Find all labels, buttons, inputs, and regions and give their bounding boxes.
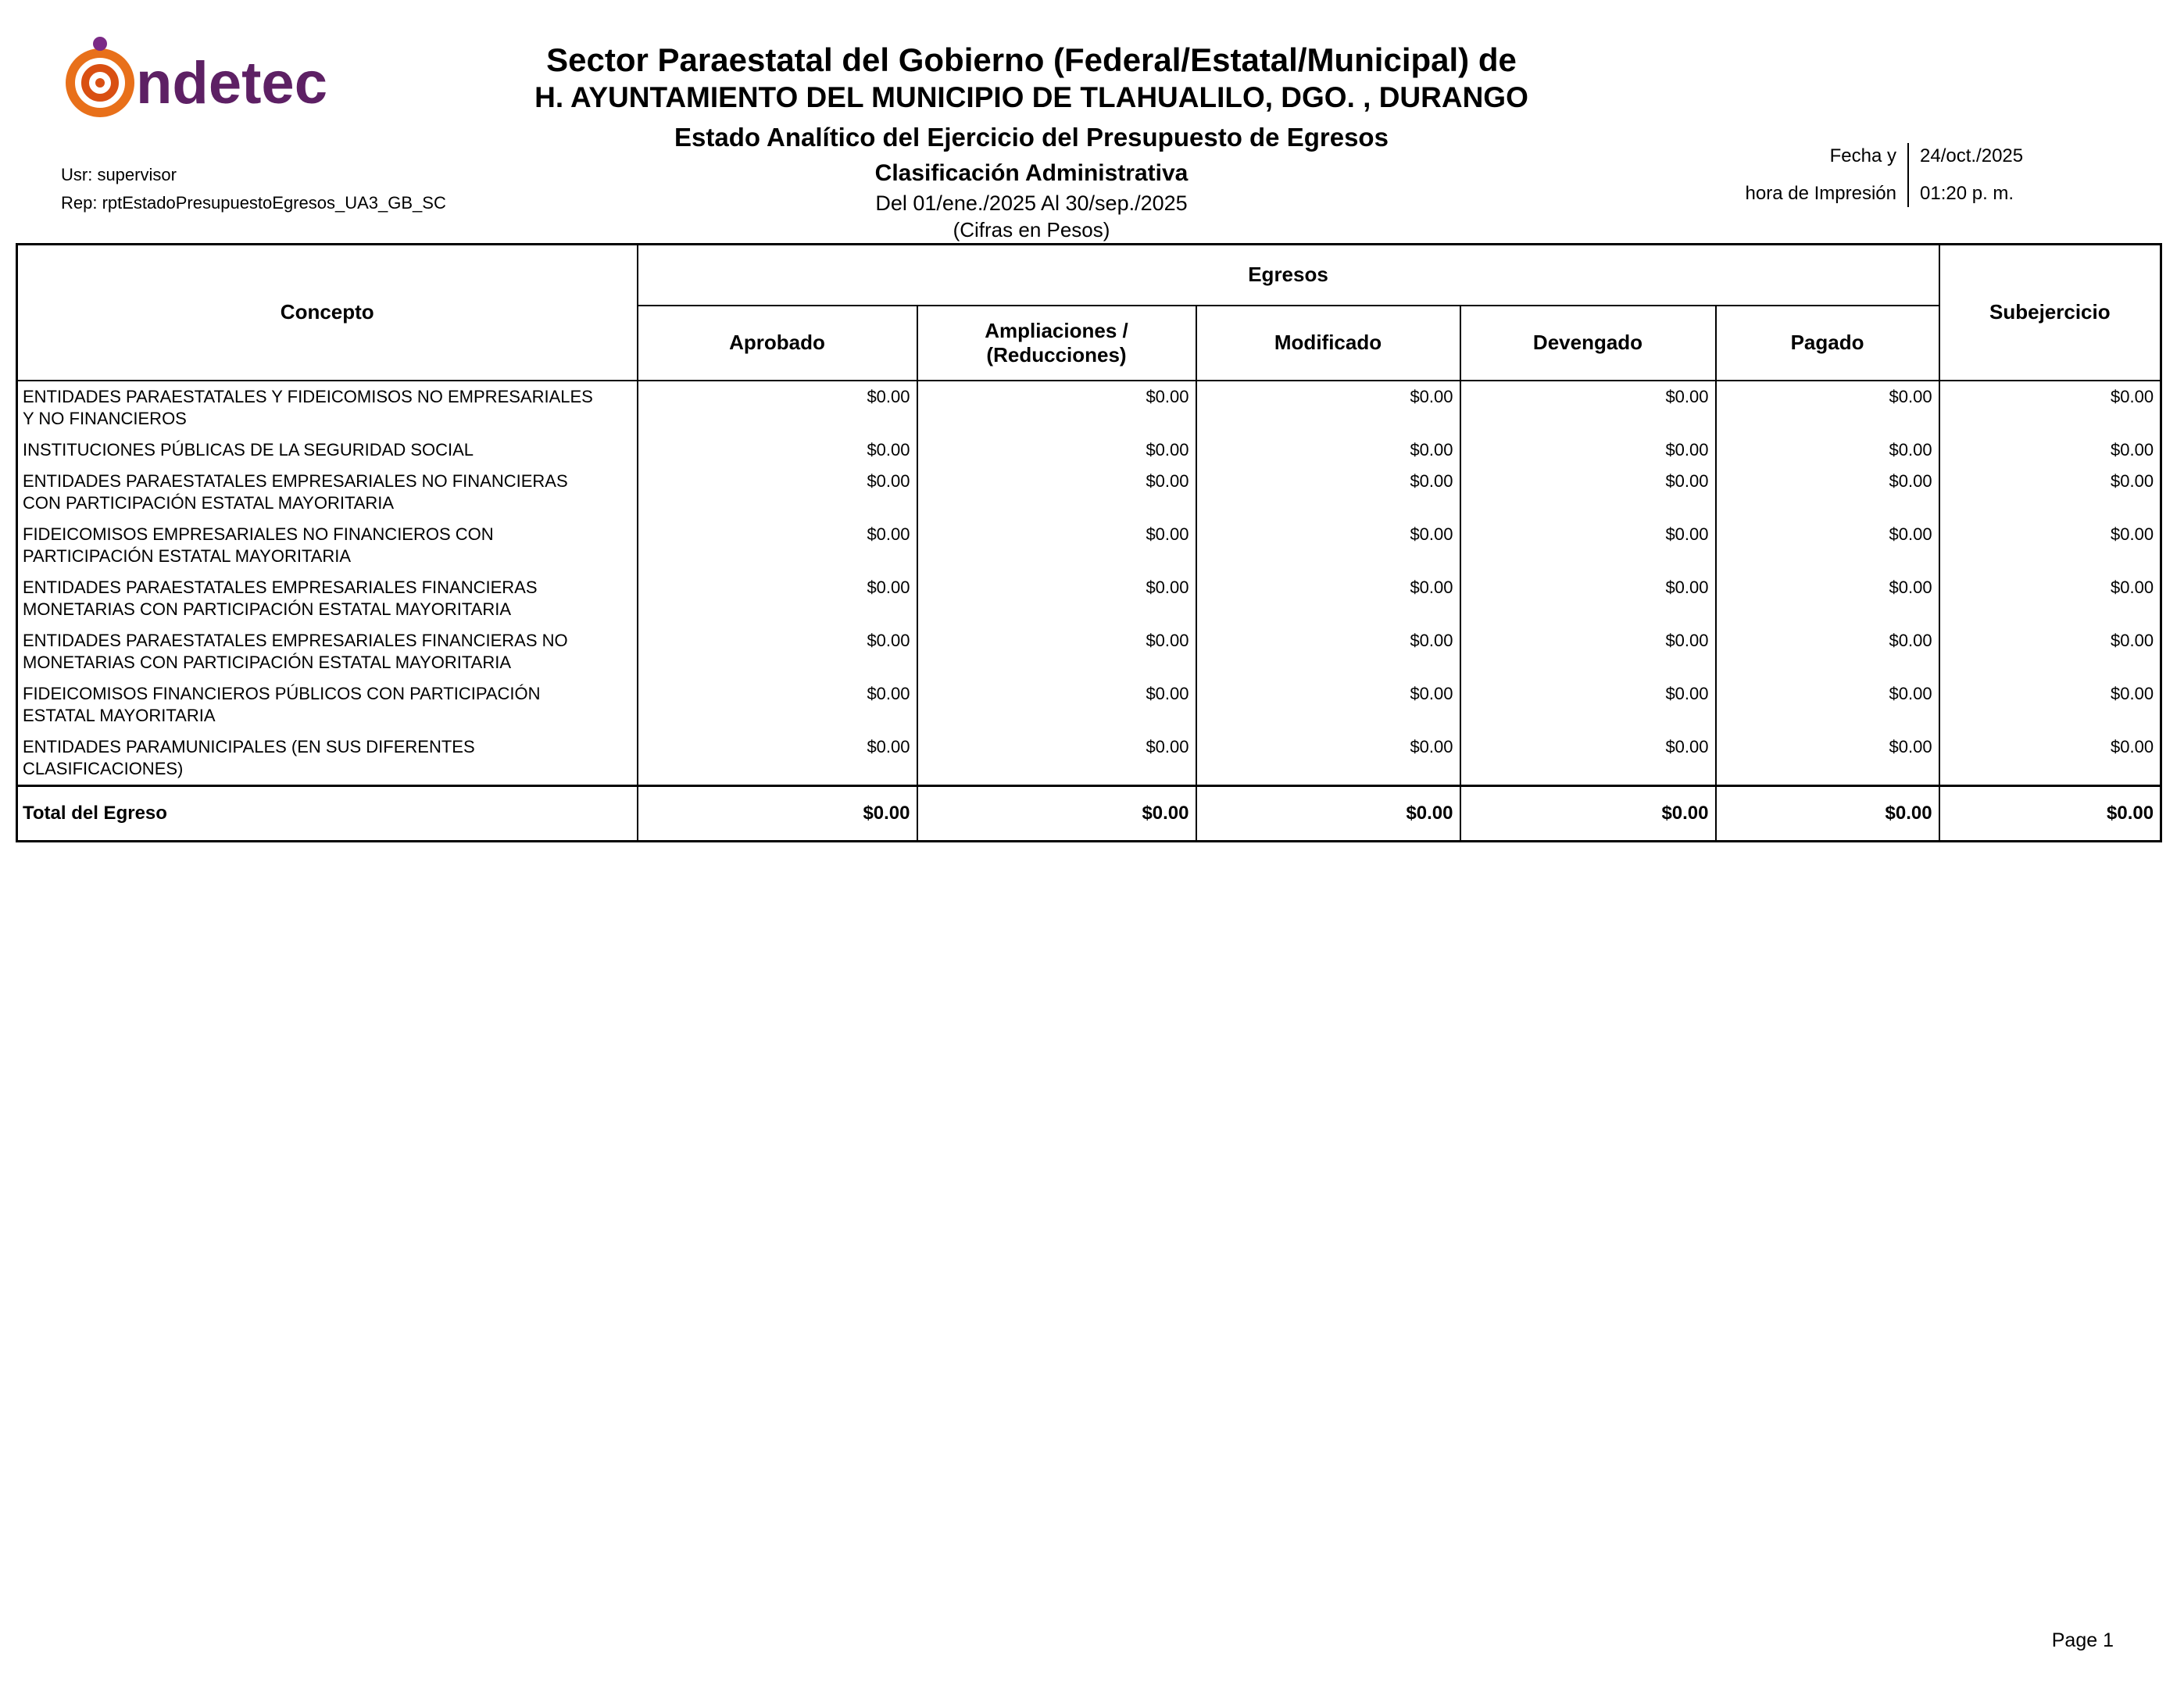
- page-number: Page 1: [2051, 1629, 2114, 1651]
- cell-modificado: $0.00: [1196, 731, 1460, 786]
- print-info-block: [1731, 143, 2023, 207]
- cell-ampliaciones: $0.00: [917, 731, 1196, 786]
- cell-devengado: $0.00: [1460, 435, 1716, 466]
- print-info-divider: [1907, 143, 1909, 207]
- user-label: Usr: supervisor: [61, 165, 177, 184]
- table-row: [17, 381, 2161, 435]
- header-devengado: Devengado: [1460, 306, 1716, 381]
- cell-ampliaciones: $0.00: [917, 466, 1196, 519]
- table-row: [17, 466, 2161, 519]
- cell-aprobado: $0.00: [638, 572, 917, 625]
- cell-aprobado: $0.00: [638, 381, 917, 435]
- header-aprobado: Aprobado: [638, 306, 917, 381]
- report-title-period: Del 01/ene./2025 Al 30/sep./2025: [875, 191, 1188, 215]
- cell-aprobado: $0.00: [638, 625, 917, 678]
- cell-subejercicio: $0.00: [1939, 678, 2161, 731]
- cell-subejercicio: $0.00: [1939, 731, 2161, 786]
- cell-pagado: $0.00: [1716, 381, 1939, 435]
- cell-pagado: $0.00: [1716, 625, 1939, 678]
- cell-modificado: $0.00: [1196, 572, 1460, 625]
- cell-subejercicio: $0.00: [1939, 435, 2161, 466]
- table-row: [17, 435, 2161, 466]
- cell-devengado: $0.00: [1460, 381, 1716, 435]
- cell-concepto: INSTITUCIONES PÚBLICAS DE LA SEGURIDAD SOCIAL: [17, 435, 638, 466]
- report-title-classification: Clasificación Administrativa: [874, 160, 1189, 186]
- table-row: [17, 625, 2161, 678]
- header-ampliaciones: Ampliaciones / (Reducciones): [917, 306, 1196, 381]
- cell-ampliaciones: $0.00: [917, 572, 1196, 625]
- total-subejercicio: $0.00: [1939, 785, 2161, 841]
- indetec-logo-graphic: [55, 33, 336, 127]
- total-devengado: $0.00: [1460, 785, 1716, 841]
- cell-devengado: $0.00: [1460, 678, 1716, 731]
- header-pagado: Pagado: [1716, 306, 1939, 381]
- cell-concepto: ENTIDADES PARAESTATALES Y FIDEICOMISOS NO EMPRESARIALES Y NO FINANCIEROS: [17, 381, 638, 435]
- header-subejercicio: Subejercicio: [1939, 245, 2161, 381]
- cell-subejercicio: $0.00: [1939, 466, 2161, 519]
- cell-devengado: $0.00: [1460, 731, 1716, 786]
- logo-wordmark: ndetec: [136, 50, 327, 116]
- cell-aprobado: $0.00: [638, 466, 917, 519]
- cell-subejercicio: $0.00: [1939, 519, 2161, 572]
- header-modificado: Modificado: [1196, 306, 1460, 381]
- cell-modificado: $0.00: [1196, 435, 1460, 466]
- cell-devengado: $0.00: [1460, 625, 1716, 678]
- header-egresos: Egresos: [638, 245, 1939, 306]
- cell-ampliaciones: $0.00: [917, 435, 1196, 466]
- cell-devengado: $0.00: [1460, 572, 1716, 625]
- table-row: [17, 731, 2161, 786]
- table-row: [17, 519, 2161, 572]
- report-title-entity: H. AYUNTAMIENTO DEL MUNICIPIO DE TLAHUALILO, DGO. , DURANGO: [534, 81, 1528, 113]
- cell-modificado: $0.00: [1196, 466, 1460, 519]
- cell-concepto: ENTIDADES PARAMUNICIPALES (EN SUS DIFERENTES CLASIFICACIONES): [17, 731, 638, 786]
- total-label: Total del Egreso: [17, 785, 638, 841]
- total-pagado: $0.00: [1716, 785, 1939, 841]
- cell-modificado: $0.00: [1196, 519, 1460, 572]
- cell-ampliaciones: $0.00: [917, 381, 1196, 435]
- report-title-units: (Cifras en Pesos): [953, 218, 1110, 241]
- print-date-label: Fecha y: [1829, 145, 1896, 166]
- cell-aprobado: $0.00: [638, 435, 917, 466]
- cell-concepto: ENTIDADES PARAESTATALES EMPRESARIALES FINANCIERAS MONETARIAS CON PARTICIPACIÓN ESTATAL MAYORITARIA: [17, 572, 638, 625]
- cell-pagado: $0.00: [1716, 731, 1939, 786]
- cell-concepto: FIDEICOMISOS FINANCIEROS PÚBLICOS CON PARTICIPACIÓN ESTATAL MAYORITARIA: [17, 678, 638, 731]
- total-ampliaciones: $0.00: [917, 785, 1196, 841]
- cell-devengado: $0.00: [1460, 466, 1716, 519]
- cell-subejercicio: $0.00: [1939, 625, 2161, 678]
- cell-pagado: $0.00: [1716, 466, 1939, 519]
- table-row: [17, 572, 2161, 625]
- cell-concepto: ENTIDADES PARAESTATALES EMPRESARIALES FINANCIERAS NO MONETARIAS CON PARTICIPACIÓN ESTATAL MAYORITARIA: [17, 625, 638, 678]
- cell-subejercicio: $0.00: [1939, 381, 2161, 435]
- total-aprobado: $0.00: [638, 785, 917, 841]
- report-title-name: Estado Analítico del Ejercicio del Presupuesto de Egresos: [674, 123, 1389, 152]
- cell-pagado: $0.00: [1716, 435, 1939, 466]
- report-title-sector: Sector Paraestatal del Gobierno (Federal/Estatal/Municipal) de: [546, 41, 1517, 78]
- cell-modificado: $0.00: [1196, 678, 1460, 731]
- user-info-block: [61, 161, 446, 217]
- print-date-value: 24/oct./2025: [1920, 145, 2024, 166]
- table-row: [17, 678, 2161, 731]
- cell-ampliaciones: $0.00: [917, 625, 1196, 678]
- report-table: [16, 243, 2162, 842]
- cell-subejercicio: $0.00: [1939, 572, 2161, 625]
- report-id-label: Rep: rptEstadoPresupuestoEgresos_UA3_GB_SC: [61, 193, 446, 213]
- cell-aprobado: $0.00: [638, 519, 917, 572]
- cell-aprobado: $0.00: [638, 678, 917, 731]
- print-time-value: 01:20 p. m.: [1920, 183, 2014, 204]
- header-concepto: Concepto: [17, 245, 638, 381]
- total-row: [17, 785, 2161, 841]
- cell-devengado: $0.00: [1460, 519, 1716, 572]
- cell-modificado: $0.00: [1196, 381, 1460, 435]
- total-modificado: $0.00: [1196, 785, 1460, 841]
- cell-pagado: $0.00: [1716, 519, 1939, 572]
- cell-pagado: $0.00: [1716, 572, 1939, 625]
- cell-modificado: $0.00: [1196, 625, 1460, 678]
- cell-aprobado: $0.00: [638, 731, 917, 786]
- report-title-block: [461, 41, 1602, 242]
- cell-ampliaciones: $0.00: [917, 678, 1196, 731]
- table-body: [17, 381, 2161, 786]
- print-time-label: hora de Impresión: [1745, 183, 1896, 204]
- cell-pagado: $0.00: [1716, 678, 1939, 731]
- cell-ampliaciones: $0.00: [917, 519, 1196, 572]
- cell-concepto: ENTIDADES PARAESTATALES EMPRESARIALES NO FINANCIERAS CON PARTICIPACIÓN ESTATAL MAYORITARIA: [17, 466, 638, 519]
- cell-concepto: FIDEICOMISOS EMPRESARIALES NO FINANCIEROS CON PARTICIPACIÓN ESTATAL MAYORITARIA: [17, 519, 638, 572]
- logo-dot-icon: [93, 37, 107, 51]
- indetec-logo: [55, 33, 336, 127]
